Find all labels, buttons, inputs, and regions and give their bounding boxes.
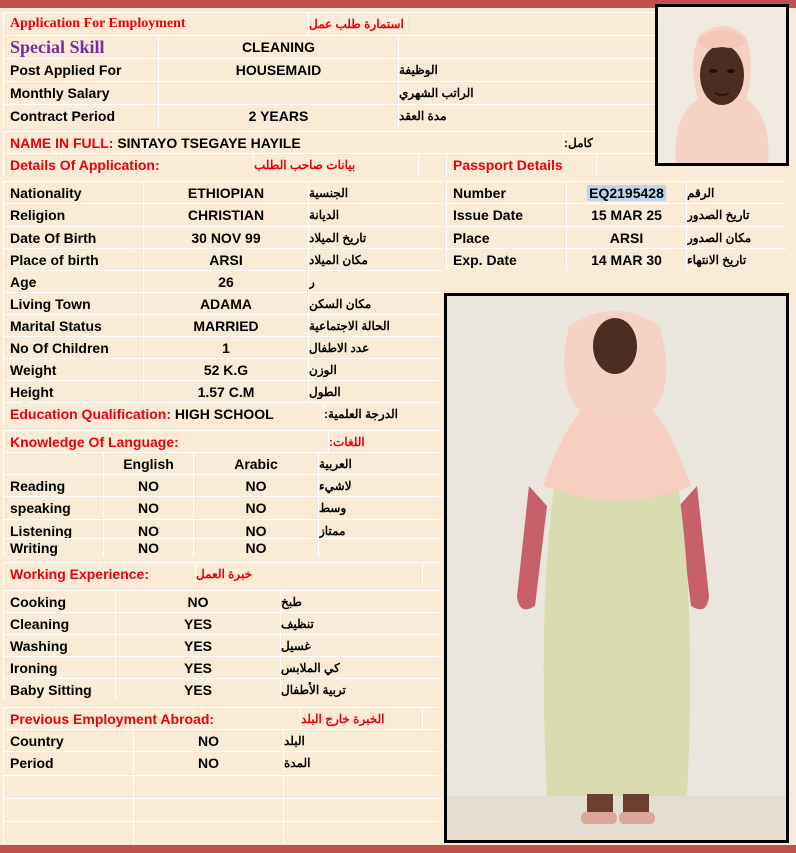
passport-row (446, 226, 786, 248)
detail-label-ar: مكان السكن (308, 293, 442, 314)
empty-cell (283, 799, 442, 821)
previous-header: Previous Employment Abroad: (3, 708, 300, 730)
full-name-label-ar: كامل: (563, 132, 655, 153)
empty-cell (283, 822, 442, 844)
experience-label-ar: تنظيف (280, 613, 442, 634)
experience-header: Working Experience: (3, 563, 195, 585)
table-row (3, 634, 442, 656)
detail-value: MARRIED (143, 315, 308, 336)
detail-label-ar: الطول (308, 381, 442, 402)
passport-label-ar: تاريخ الانتهاء (686, 249, 786, 270)
passport-label: Issue Date (446, 204, 566, 225)
detail-label: Date Of Birth (3, 227, 143, 248)
detail-value: ADAMA (143, 293, 308, 314)
table-row (3, 226, 442, 248)
table-row (3, 656, 442, 678)
detail-label-ar: ر (308, 271, 442, 292)
experience-label: Cooking (3, 591, 115, 612)
detail-label: Height (3, 381, 143, 402)
detail-label-ar: مكان الميلاد (308, 249, 442, 270)
table-row (3, 612, 442, 634)
portrait-photo (655, 4, 789, 166)
salary-label-ar: الراتب الشهري (398, 82, 655, 104)
empty-cell (133, 822, 283, 844)
language-label-ar: لاشيء (318, 475, 442, 496)
experience-label-ar: كي الملابس (280, 657, 442, 678)
post-label-ar: الوظيفة (398, 59, 655, 81)
table-row (3, 678, 442, 700)
passport-value: 14 MAR 30 (566, 249, 686, 270)
table-row (3, 590, 442, 612)
passport-header: Passport Details (446, 154, 596, 176)
full-name-value: SINTAYO TSEGAYE HAYILE (117, 134, 301, 151)
post-value: HOUSEMAID (158, 59, 398, 81)
full-body-image (447, 296, 786, 840)
detail-value: 1.57 C.M (143, 381, 308, 402)
language-english: NO (103, 497, 193, 518)
language-arabic: NO (193, 539, 318, 557)
details-header: Details Of Application: (3, 154, 253, 176)
education-label: Education Qualification: (10, 406, 172, 422)
bottom-bar (0, 845, 796, 853)
language-col-arabic: Arabic (193, 453, 318, 474)
language-english: NO (103, 475, 193, 496)
table-row (3, 751, 442, 773)
detail-label-ar: عدد الاطفال (308, 337, 442, 358)
language-label-ar: ممتاز (318, 520, 442, 541)
experience-label-ar: طبخ (280, 591, 442, 612)
previous-value: NO (133, 730, 283, 751)
passport-label-ar: مكان الصدور (686, 227, 786, 248)
special-skill-ar (398, 36, 655, 58)
passport-value: 15 MAR 25 (566, 204, 686, 225)
language-corner (3, 453, 103, 474)
detail-value: CHRISTIAN (143, 204, 308, 225)
language-header-ar: اللغات: (328, 431, 442, 452)
detail-value: 1 (143, 337, 308, 358)
portrait-image (658, 7, 786, 163)
experience-label: Baby Sitting (3, 679, 115, 700)
detail-label: No Of Children (3, 337, 143, 358)
detail-label: Nationality (3, 182, 143, 203)
spacer-cell (422, 708, 442, 730)
language-label: Listening (3, 520, 103, 541)
table-row (3, 314, 442, 336)
passport-number-highlight: EQ2195428 (589, 184, 664, 201)
table-row (3, 380, 442, 402)
language-english: NO (103, 520, 193, 541)
education-value: HIGH SCHOOL (174, 406, 274, 422)
passport-label: Number (446, 182, 566, 203)
table-row (3, 538, 442, 557)
salary-label: Monthly Salary (3, 82, 158, 104)
passport-value (566, 182, 686, 203)
detail-label-ar: الجنسية (308, 182, 442, 203)
table-row (3, 729, 442, 751)
language-arabic: NO (193, 520, 318, 541)
language-arabic: NO (193, 475, 318, 496)
experience-value: YES (115, 657, 280, 678)
education-row (3, 403, 323, 425)
language-arabic: NO (193, 497, 318, 518)
detail-label: Age (3, 271, 143, 292)
experience-value: YES (115, 613, 280, 634)
table-row (3, 203, 442, 225)
passport-row (446, 203, 786, 225)
previous-label-ar: المدة (283, 752, 442, 773)
previous-label-ar: البلد (283, 730, 442, 751)
contract-value: 2 YEARS (158, 105, 398, 127)
passport-label-ar: تاريخ الصدور (686, 204, 786, 225)
contract-label-ar: مدة العقد (398, 105, 655, 127)
education-label-ar: الدرجة العلمية: (323, 403, 442, 425)
experience-label: Ironing (3, 657, 115, 678)
previous-label: Period (3, 752, 133, 773)
language-col-ar: العربية (318, 453, 442, 474)
detail-label-ar: تاريخ الميلاد (308, 227, 442, 248)
detail-label: Religion (3, 204, 143, 225)
spacer-cell (422, 563, 442, 585)
contract-label: Contract Period (3, 105, 158, 127)
experience-label: Washing (3, 635, 115, 656)
full-name-label: NAME IN FULL: (10, 134, 114, 151)
experience-label-ar: غسيل (280, 635, 442, 656)
experience-label: Cleaning (3, 613, 115, 634)
language-col-english: English (103, 453, 193, 474)
table-row (3, 181, 442, 203)
detail-label: Weight (3, 359, 143, 380)
detail-label-ar: الديانة (308, 204, 442, 225)
detail-value: 30 NOV 99 (143, 227, 308, 248)
detail-label: Living Town (3, 293, 143, 314)
table-row (3, 248, 442, 270)
full-name-row (3, 132, 563, 153)
detail-value: 52 K.G (143, 359, 308, 380)
language-label-ar: وسط (318, 497, 442, 518)
experience-header-ar: خبرة العمل (195, 563, 422, 585)
table-row (3, 474, 442, 496)
experience-value: YES (115, 635, 280, 656)
experience-label-ar: تربية الأطفال (280, 679, 442, 700)
language-label: speaking (3, 497, 103, 518)
details-header-ar: بيانات صاحب الطلب (253, 154, 418, 176)
previous-header-ar: الخبرة خارج البلد (300, 708, 422, 730)
detail-value: ARSI (143, 249, 308, 270)
table-row (3, 292, 442, 314)
salary-value (158, 82, 398, 104)
detail-label: Place of birth (3, 249, 143, 270)
passport-row (446, 248, 786, 270)
passport-label: Exp. Date (446, 249, 566, 270)
empty-cell (283, 776, 442, 798)
empty-cell (3, 822, 133, 844)
language-header: Knowledge Of Language: (3, 431, 328, 452)
passport-label: Place (446, 227, 566, 248)
passport-value: ARSI (566, 227, 686, 248)
empty-cell (133, 776, 283, 798)
table-row (3, 496, 442, 518)
full-body-photo (444, 293, 789, 843)
table-row (3, 336, 442, 358)
form-title-ar: استمارة طلب عمل (308, 13, 655, 35)
language-english: NO (103, 539, 193, 557)
form-title-en: Application For Employment (3, 13, 308, 35)
passport-row (446, 181, 786, 203)
language-label: Writing (3, 539, 103, 557)
detail-label: Marital Status (3, 315, 143, 336)
empty-cell (3, 776, 133, 798)
empty-cell (133, 799, 283, 821)
detail-value: ETHIOPIAN (143, 182, 308, 203)
special-skill-value: CLEANING (158, 36, 398, 58)
detail-label-ar: الوزن (308, 359, 442, 380)
language-label: Reading (3, 475, 103, 496)
special-skill-label: Special Skill (3, 36, 158, 58)
empty-cell (3, 799, 133, 821)
language-label-ar (318, 539, 442, 557)
spacer-cell (418, 154, 446, 176)
experience-value: YES (115, 679, 280, 700)
detail-value: 26 (143, 271, 308, 292)
passport-label-ar: الرقم (686, 182, 786, 203)
experience-value: NO (115, 591, 280, 612)
table-row (3, 270, 442, 292)
post-label: Post Applied For (3, 59, 158, 81)
table-row (3, 358, 442, 380)
detail-label-ar: الحالة الاجتماعية (308, 315, 442, 336)
previous-label: Country (3, 730, 133, 751)
previous-value: NO (133, 752, 283, 773)
